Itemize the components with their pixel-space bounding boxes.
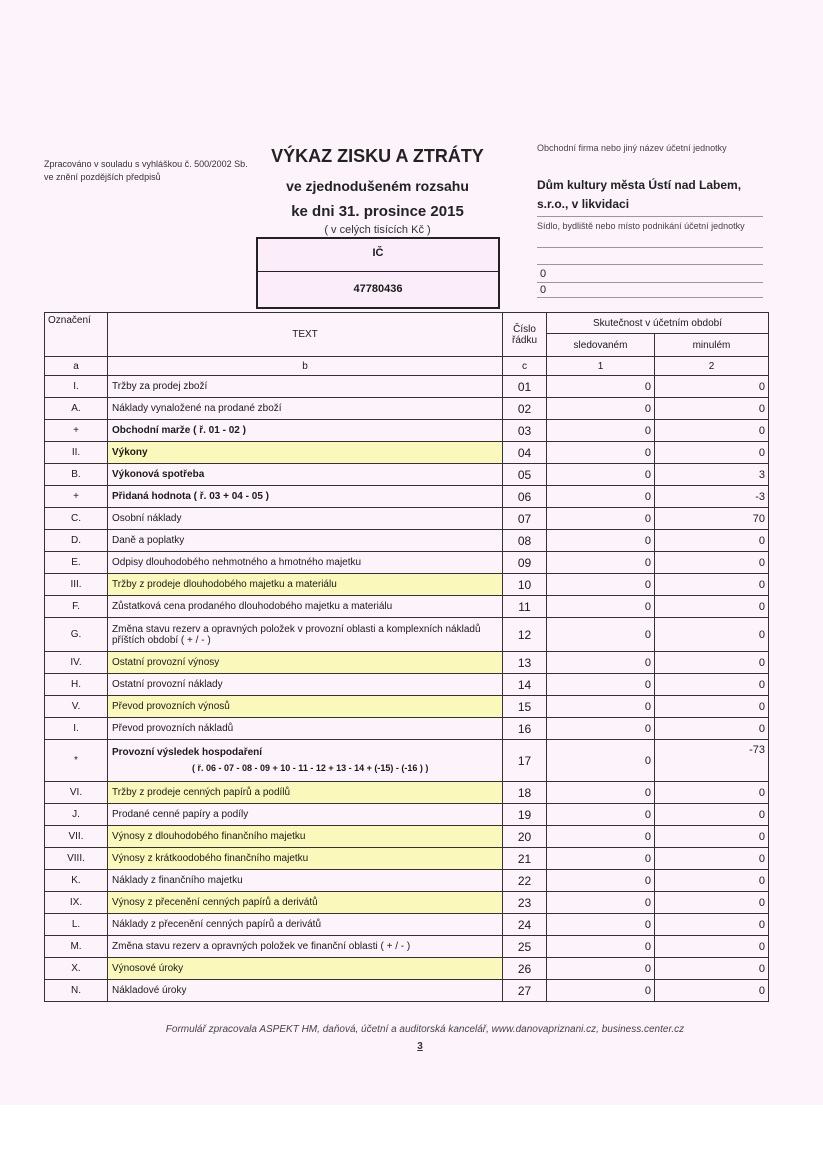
table-row bbox=[45, 376, 769, 398]
value-previous: 0 bbox=[655, 420, 769, 442]
row-designation: I. bbox=[45, 718, 108, 740]
row-number: 03 bbox=[503, 420, 547, 442]
legal-note: Zpracováno v souladu s vyhláškou č. 500/2002 Sb. ve znění pozdějších předpisů bbox=[44, 159, 248, 182]
header-letter-c: c bbox=[503, 357, 547, 376]
row-designation: M. bbox=[45, 936, 108, 958]
row-designation: A. bbox=[45, 398, 108, 420]
row-designation: V. bbox=[45, 696, 108, 718]
row-designation: D. bbox=[45, 530, 108, 552]
value-previous: 0 bbox=[655, 782, 769, 804]
row-text: Převod provozních nákladů bbox=[108, 718, 503, 740]
row-designation: E. bbox=[45, 552, 108, 574]
entity-seat-label: Sídlo, bydliště nebo místo podnikání účetní jednotky bbox=[537, 221, 745, 231]
entity-name-label: Obchodní firma nebo jiný název účetní jednotky bbox=[537, 143, 727, 153]
header-previous: minulém bbox=[655, 334, 769, 357]
row-text: Daně a poplatky bbox=[108, 530, 503, 552]
value-previous: 70 bbox=[655, 508, 769, 530]
page-margin bbox=[0, 1105, 823, 1164]
row-text: Výnosové úroky bbox=[108, 958, 503, 980]
value-previous: 0 bbox=[655, 618, 769, 652]
header-text: TEXT bbox=[108, 313, 503, 357]
row-designation: VI. bbox=[45, 782, 108, 804]
row-number: 09 bbox=[503, 552, 547, 574]
value-current: 0 bbox=[547, 508, 655, 530]
value-previous: 0 bbox=[655, 804, 769, 826]
table-row bbox=[45, 464, 769, 486]
row-text: Změna stavu rezerv a opravných položek v provozní oblasti a komplexních nákladů příštích období ( + / - ) bbox=[108, 618, 503, 652]
table-row bbox=[45, 596, 769, 618]
row-number: 20 bbox=[503, 826, 547, 848]
row-number: 17 bbox=[503, 740, 547, 782]
value-previous: 0 bbox=[655, 718, 769, 740]
row-text-cell bbox=[108, 740, 503, 782]
value-previous: 0 bbox=[655, 914, 769, 936]
row-number: 14 bbox=[503, 674, 547, 696]
header-letter-a: a bbox=[45, 357, 108, 376]
row-designation: G. bbox=[45, 618, 108, 652]
row-text: Tržby z prodeje cenných papírů a podílů bbox=[108, 782, 503, 804]
row-number: 13 bbox=[503, 652, 547, 674]
value-current: 0 bbox=[547, 870, 655, 892]
row-text: Zůstatková cena prodaného dlouhodobého majetku a materiálu bbox=[108, 596, 503, 618]
value-previous: 0 bbox=[655, 530, 769, 552]
value-current: 0 bbox=[547, 376, 655, 398]
value-current: 0 bbox=[547, 718, 655, 740]
table-row bbox=[45, 804, 769, 826]
row-text: Převod provozních výnosů bbox=[108, 696, 503, 718]
value-current: 0 bbox=[547, 936, 655, 958]
table-row bbox=[45, 508, 769, 530]
value-current: 0 bbox=[547, 398, 655, 420]
value-previous: -73 bbox=[655, 740, 769, 782]
row-text: Výkonová spotřeba bbox=[108, 464, 503, 486]
row-text: Osobní náklady bbox=[108, 508, 503, 530]
row-designation: + bbox=[45, 420, 108, 442]
table-row bbox=[45, 826, 769, 848]
value-current: 0 bbox=[547, 740, 655, 782]
row-number: 25 bbox=[503, 936, 547, 958]
row-text: Tržby za prodej zboží bbox=[108, 376, 503, 398]
ic-value: 47780436 bbox=[353, 283, 403, 295]
row-text: Výnosy z přecenění cenných papírů a derivátů bbox=[108, 892, 503, 914]
row-designation: + bbox=[45, 486, 108, 508]
value-current: 0 bbox=[547, 826, 655, 848]
row-designation: C. bbox=[45, 508, 108, 530]
value-previous: 0 bbox=[655, 674, 769, 696]
form-credit: Formulář zpracovala ASPEKT HM, daňová, účetní a auditorská kancelář, www.danovapriznani.cz, business.center.cz bbox=[165, 1024, 685, 1035]
value-current: 0 bbox=[547, 804, 655, 826]
row-number: 06 bbox=[503, 486, 547, 508]
row-number: 27 bbox=[503, 980, 547, 1002]
report-subtitle: ve zjednodušeném rozsahu bbox=[286, 178, 469, 194]
value-previous: 0 bbox=[655, 892, 769, 914]
row-text: Provozní výsledek hospodaření bbox=[112, 747, 263, 758]
value-current: 0 bbox=[547, 530, 655, 552]
value-current: 0 bbox=[547, 696, 655, 718]
value-previous: 0 bbox=[655, 552, 769, 574]
row-number: 19 bbox=[503, 804, 547, 826]
table-row bbox=[45, 442, 769, 464]
entity-divider bbox=[537, 247, 763, 248]
table-row bbox=[45, 674, 769, 696]
entity-divider bbox=[537, 264, 763, 265]
row-number: 02 bbox=[503, 398, 547, 420]
row-designation: X. bbox=[45, 958, 108, 980]
table-row bbox=[45, 486, 769, 508]
value-current: 0 bbox=[547, 596, 655, 618]
value-current: 0 bbox=[547, 574, 655, 596]
table-row bbox=[45, 914, 769, 936]
row-text: Tržby z prodeje dlouhodobého majetku a materiálu bbox=[108, 574, 503, 596]
row-number: 18 bbox=[503, 782, 547, 804]
value-previous: -3 bbox=[655, 486, 769, 508]
row-designation: K. bbox=[45, 870, 108, 892]
value-current: 0 bbox=[547, 464, 655, 486]
header-letter-b: b bbox=[108, 357, 503, 376]
table-row bbox=[45, 420, 769, 442]
value-current: 0 bbox=[547, 420, 655, 442]
value-current: 0 bbox=[547, 892, 655, 914]
row-text: Odpisy dlouhodobého nehmotného a hmotného majetku bbox=[108, 552, 503, 574]
value-previous: 0 bbox=[655, 870, 769, 892]
row-number: 15 bbox=[503, 696, 547, 718]
row-number: 21 bbox=[503, 848, 547, 870]
value-current: 0 bbox=[547, 674, 655, 696]
row-text: Přidaná hodnota ( ř. 03 + 04 - 05 ) bbox=[108, 486, 503, 508]
row-number: 10 bbox=[503, 574, 547, 596]
row-text: Výkony bbox=[108, 442, 503, 464]
row-number: 23 bbox=[503, 892, 547, 914]
table-row bbox=[45, 718, 769, 740]
row-text: Prodané cenné papíry a podíly bbox=[108, 804, 503, 826]
row-designation: IV. bbox=[45, 652, 108, 674]
row-designation: B. bbox=[45, 464, 108, 486]
row-designation: L. bbox=[45, 914, 108, 936]
table-row bbox=[45, 980, 769, 1002]
row-number: 04 bbox=[503, 442, 547, 464]
row-number: 22 bbox=[503, 870, 547, 892]
value-current: 0 bbox=[547, 782, 655, 804]
ic-box bbox=[256, 237, 500, 309]
row-designation: F. bbox=[45, 596, 108, 618]
header-row-number: Číslo řádku bbox=[503, 313, 547, 357]
row-text: Obchodní marže ( ř. 01 - 02 ) bbox=[108, 420, 503, 442]
header-current: sledovaném bbox=[547, 334, 655, 357]
value-current: 0 bbox=[547, 914, 655, 936]
row-text: Změna stavu rezerv a opravných položek ve finanční oblasti ( + / - ) bbox=[108, 936, 503, 958]
table-row bbox=[45, 552, 769, 574]
row-text: Náklady vynaložené na prodané zboží bbox=[108, 398, 503, 420]
entity-line-1: 0 bbox=[540, 268, 547, 280]
value-previous: 0 bbox=[655, 574, 769, 596]
table-row bbox=[45, 574, 769, 596]
value-previous: 0 bbox=[655, 596, 769, 618]
ic-label: IČ bbox=[372, 247, 384, 259]
entity-divider bbox=[537, 297, 763, 298]
row-designation: H. bbox=[45, 674, 108, 696]
header-oznaceni: Označení bbox=[45, 313, 108, 357]
table-row bbox=[45, 652, 769, 674]
row-designation: J. bbox=[45, 804, 108, 826]
value-previous: 0 bbox=[655, 826, 769, 848]
value-previous: 0 bbox=[655, 936, 769, 958]
row-designation: II. bbox=[45, 442, 108, 464]
value-previous: 0 bbox=[655, 848, 769, 870]
row-text: Ostatní provozní výnosy bbox=[108, 652, 503, 674]
report-title: VÝKAZ ZISKU A ZTRÁTY bbox=[271, 146, 484, 166]
value-current: 0 bbox=[547, 958, 655, 980]
row-number: 01 bbox=[503, 376, 547, 398]
value-current: 0 bbox=[547, 486, 655, 508]
header-letter-1: 1 bbox=[547, 357, 655, 376]
row-text: Výnosy z krátkoodobého finančního majetku bbox=[108, 848, 503, 870]
row-designation: VIII. bbox=[45, 848, 108, 870]
row-number: 16 bbox=[503, 718, 547, 740]
row-number: 08 bbox=[503, 530, 547, 552]
row-text: Náklady z přecenění cenných papírů a derivátů bbox=[108, 914, 503, 936]
row-number: 05 bbox=[503, 464, 547, 486]
entity-name: Dům kultury města Ústí nad Labem, s.r.o., v likvidaci bbox=[537, 178, 742, 211]
row-designation: IX. bbox=[45, 892, 108, 914]
table-row bbox=[45, 782, 769, 804]
row-number: 24 bbox=[503, 914, 547, 936]
row-designation: N. bbox=[45, 980, 108, 1002]
row-text: Náklady z finančního majetku bbox=[108, 870, 503, 892]
entity-divider bbox=[537, 282, 763, 283]
row-number: 07 bbox=[503, 508, 547, 530]
value-previous: 0 bbox=[655, 958, 769, 980]
table-row bbox=[45, 892, 769, 914]
table-row bbox=[45, 870, 769, 892]
report-date: ke dni 31. prosince 2015 bbox=[291, 203, 464, 220]
row-number: 26 bbox=[503, 958, 547, 980]
report-units: ( v celých tisících Kč ) bbox=[324, 224, 431, 236]
table-row bbox=[45, 618, 769, 652]
row-text: Ostatní provozní náklady bbox=[108, 674, 503, 696]
value-previous: 0 bbox=[655, 376, 769, 398]
row-text: Nákladové úroky bbox=[108, 980, 503, 1002]
entity-line-2: 0 bbox=[540, 284, 547, 296]
value-current: 0 bbox=[547, 652, 655, 674]
value-current: 0 bbox=[547, 618, 655, 652]
table-row bbox=[45, 696, 769, 718]
table-row bbox=[45, 958, 769, 980]
value-previous: 0 bbox=[655, 652, 769, 674]
value-current: 0 bbox=[547, 552, 655, 574]
ic-divider bbox=[258, 271, 498, 272]
row-designation: III. bbox=[45, 574, 108, 596]
value-previous: 3 bbox=[655, 464, 769, 486]
table-row bbox=[45, 848, 769, 870]
row-number: 12 bbox=[503, 618, 547, 652]
value-current: 0 bbox=[547, 442, 655, 464]
row-formula: ( ř. 06 - 07 - 08 - 09 + 10 - 11 - 12 + 13 - 14 + (-15) - (-16 ) ) bbox=[192, 763, 429, 773]
table-row bbox=[45, 740, 769, 782]
table-row bbox=[45, 398, 769, 420]
header-letter-2: 2 bbox=[655, 357, 769, 376]
row-text: Výnosy z dlouhodobého finančního majetku bbox=[108, 826, 503, 848]
value-previous: 0 bbox=[655, 398, 769, 420]
value-current: 0 bbox=[547, 980, 655, 1002]
row-designation: VII. bbox=[45, 826, 108, 848]
row-number: 11 bbox=[503, 596, 547, 618]
table-row bbox=[45, 530, 769, 552]
table-row bbox=[45, 936, 769, 958]
value-previous: 0 bbox=[655, 696, 769, 718]
profit-loss-table bbox=[44, 312, 769, 1002]
row-designation: * bbox=[45, 740, 108, 782]
entity-divider bbox=[537, 216, 763, 217]
value-previous: 0 bbox=[655, 980, 769, 1002]
row-designation: I. bbox=[45, 376, 108, 398]
page-number: 3 bbox=[417, 1041, 423, 1052]
header-period: Skutečnost v účetním období bbox=[547, 313, 769, 334]
value-previous: 0 bbox=[655, 442, 769, 464]
value-current: 0 bbox=[547, 848, 655, 870]
